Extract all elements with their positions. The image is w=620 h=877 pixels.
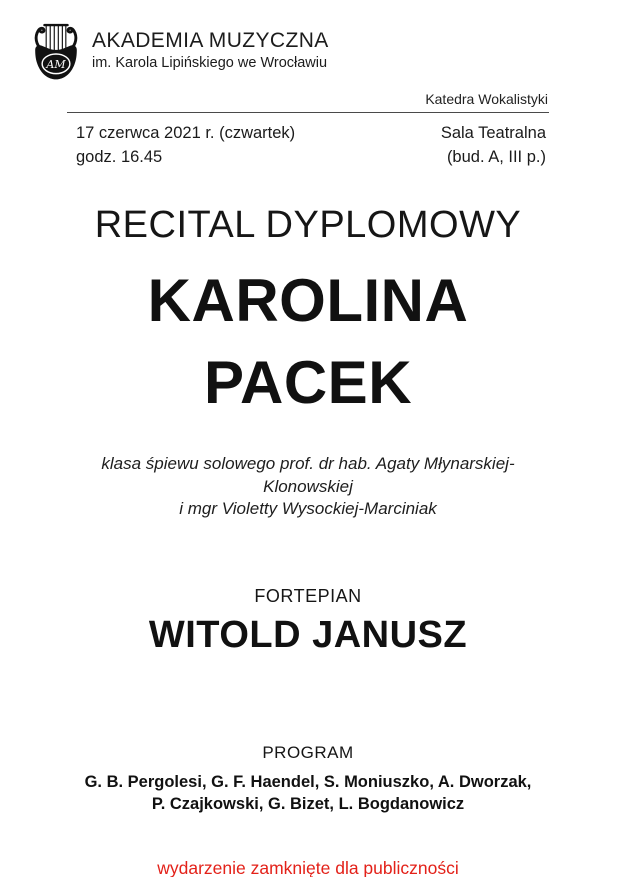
venue-name: Sala Teatralna [440, 124, 546, 142]
class-info-line2: i mgr Violetty Wysockiej-Marciniak [179, 499, 437, 518]
closed-event-notice: wydarzenie zamknięte dla publiczności [157, 857, 459, 877]
recital-type-title: RECITAL DYPLOMOWY [94, 203, 522, 246]
academy-name: AKADEMIA MUZYCZNA [92, 29, 329, 53]
performer-last-name: PACEK [203, 349, 413, 417]
academy-brand [30, 20, 620, 81]
program-heading: PROGRAM [262, 743, 354, 763]
event-datetime [76, 122, 295, 170]
event-info-row [76, 122, 548, 170]
event-time: godz. 16.45 [76, 147, 163, 166]
performer-name [68, 260, 548, 426]
venue-detail: (bud. A, III p.) [446, 147, 546, 166]
accompanist-name: WITOLD JANUSZ [148, 614, 468, 657]
event-venue [441, 122, 548, 170]
academy-name-block [92, 29, 329, 71]
header-divider [67, 112, 549, 113]
program-composers-line1: G. B. Pergolesi, G. F. Haendel, S. Moniuszko, A. Dworzak, [84, 773, 532, 792]
logo-monogram: AM [46, 57, 66, 71]
recital-content [68, 204, 548, 877]
accompanist-role: FORTEPIAN [254, 586, 362, 607]
performer-first-name: KAROLINA [147, 266, 469, 334]
program-composers-line2: P. Czajkowski, G. Bizet, L. Bogdanowicz [151, 795, 465, 814]
program-composers [68, 772, 548, 816]
department-name: Katedra Wokalistyki [425, 91, 548, 107]
academy-subtitle: im. Karola Lipińskiego we Wrocławiu [92, 54, 328, 71]
class-info-line1: klasa śpiewu solowego prof. dr hab. Agaty Młynarskiej-Klonowskiej [101, 454, 515, 496]
class-info [68, 453, 548, 520]
event-date: 17 czerwca 2021 r. (czwartek) [76, 124, 296, 142]
lyre-logo-icon [30, 20, 82, 81]
